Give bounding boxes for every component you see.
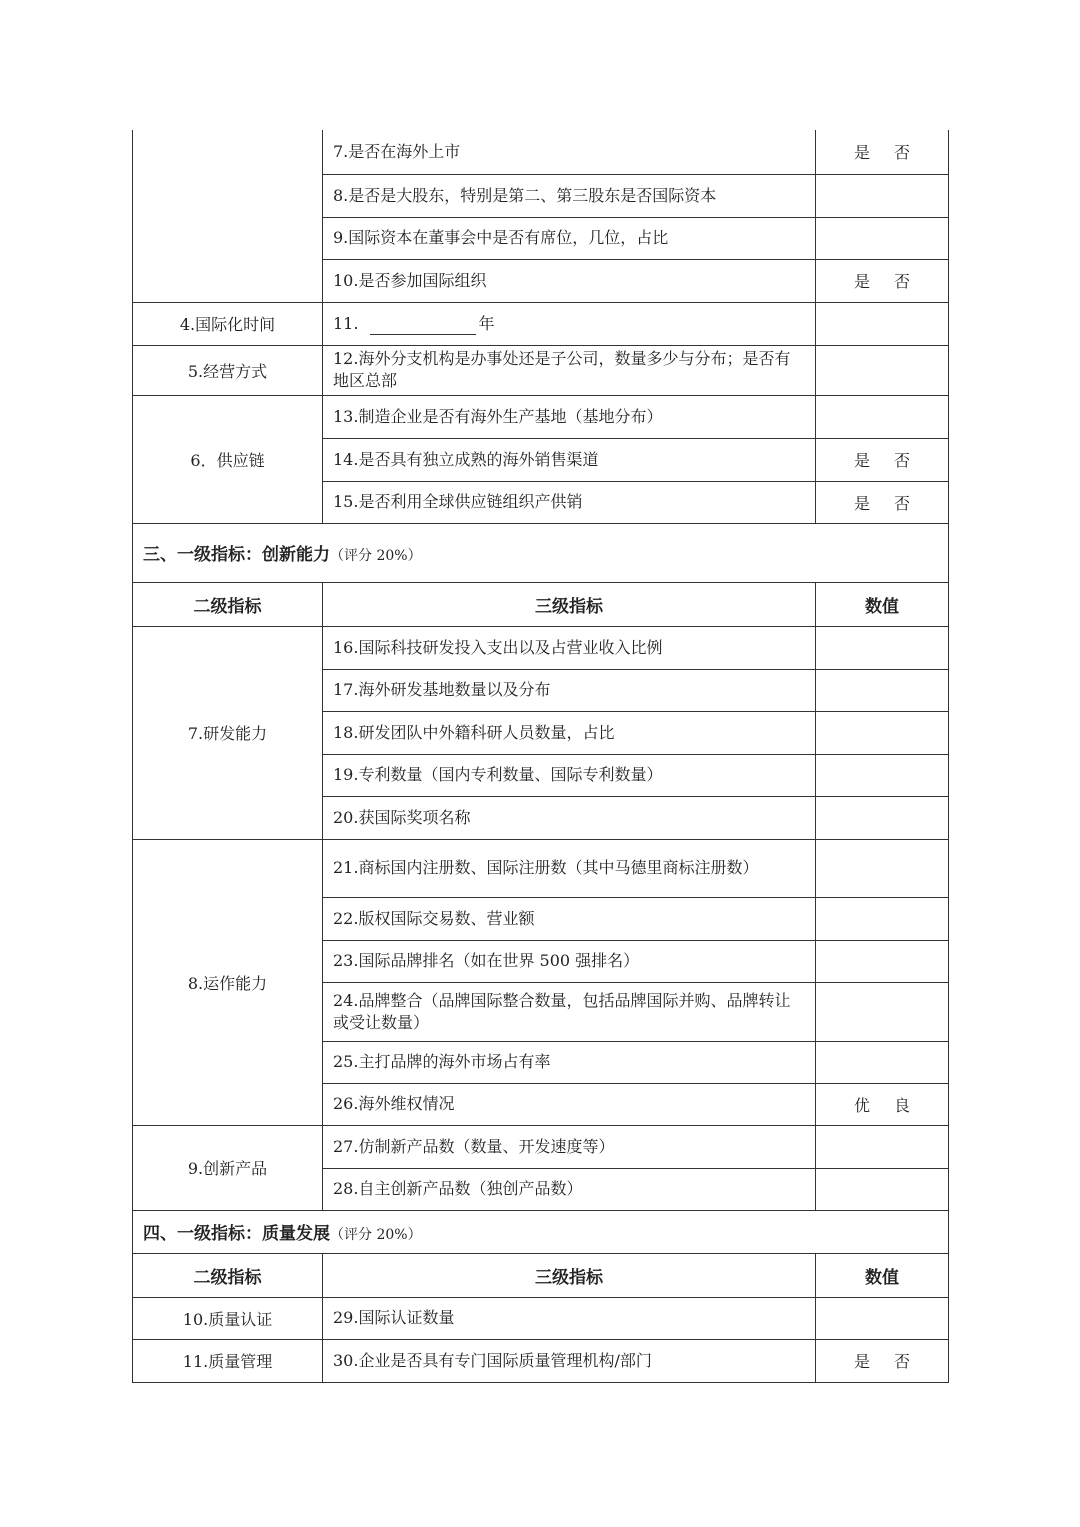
value-cell[interactable] [816, 897, 949, 940]
secondary-indicator: 9.创新产品 [133, 1125, 323, 1210]
value-cell[interactable] [816, 669, 949, 711]
header-tertiary: 三级指标 [323, 1253, 816, 1297]
indicator-item: 7.是否在海外上市 [323, 130, 816, 174]
header-value: 数值 [816, 582, 949, 626]
table-row [133, 626, 949, 669]
value-cell[interactable] [816, 940, 949, 982]
indicator-item: 15.是否利用全球供应链组织产供销 [323, 481, 816, 523]
secondary-indicator: 7.研发能力 [133, 626, 323, 839]
table-row [133, 302, 949, 345]
indicator-item: 28.自主创新产品数（独创产品数） [323, 1168, 816, 1210]
table-row [133, 839, 949, 897]
indicator-item: 11. 年 [323, 302, 816, 345]
value-cell[interactable] [816, 754, 949, 796]
value-cell[interactable] [816, 1125, 949, 1168]
value-cell[interactable] [816, 711, 949, 754]
value-cell[interactable] [816, 217, 949, 259]
table-row [133, 130, 949, 174]
indicator-item: 10.是否参加国际组织 [323, 259, 816, 302]
value-cell[interactable] [816, 1297, 949, 1339]
indicator-item: 26.海外维权情况 [323, 1083, 816, 1125]
table-row [133, 1125, 949, 1168]
secondary-indicator: 4.国际化时间 [133, 302, 323, 345]
yes-no-value[interactable]: 是 否 [816, 438, 949, 481]
good-fair-value[interactable]: 优 良 [816, 1083, 949, 1125]
value-cell[interactable] [816, 982, 949, 1041]
continued-category-cell [133, 130, 323, 302]
section-heading: 四、一级指标：质量发展（评分 20%） [133, 1210, 949, 1253]
value-cell[interactable] [816, 839, 949, 897]
indicator-item: 20.获国际奖项名称 [323, 796, 816, 839]
header-value: 数值 [816, 1253, 949, 1297]
secondary-indicator: 8.运作能力 [133, 839, 323, 1125]
indicator-item: 30.企业是否具有专门国际质量管理机构/部门 [323, 1339, 816, 1382]
indicator-item: 23.国际品牌排名（如在世界 500 强排名） [323, 940, 816, 982]
section-heading-row [133, 1210, 949, 1253]
table-row [133, 395, 949, 438]
header-secondary: 二级指标 [133, 1253, 323, 1297]
indicator-item: 27.仿制新产品数（数量、开发速度等） [323, 1125, 816, 1168]
value-cell[interactable] [816, 1168, 949, 1210]
value-cell[interactable] [816, 395, 949, 438]
value-cell[interactable] [816, 796, 949, 839]
value-cell[interactable] [816, 626, 949, 669]
yes-no-value[interactable]: 是 否 [816, 481, 949, 523]
indicator-item: 24.品牌整合（品牌国际整合数量，包括品牌国际并购、品牌转让或受让数量） [323, 982, 816, 1041]
indicator-item: 18.研发团队中外籍科研人员数量，占比 [323, 711, 816, 754]
table-header-row [133, 582, 949, 626]
indicator-item: 9.国际资本在董事会中是否有席位，几位，占比 [323, 217, 816, 259]
indicator-item: 25.主打品牌的海外市场占有率 [323, 1041, 816, 1083]
value-cell[interactable] [816, 1041, 949, 1083]
yes-no-value[interactable]: 是 否 [816, 259, 949, 302]
yes-no-value[interactable]: 是 否 [816, 130, 949, 174]
indicator-item: 14.是否具有独立成熟的海外销售渠道 [323, 438, 816, 481]
table-row [133, 1339, 949, 1382]
secondary-indicator: 11.质量管理 [133, 1339, 323, 1382]
section-heading-row [133, 523, 949, 582]
indicator-item: 17.海外研发基地数量以及分布 [323, 669, 816, 711]
indicator-item: 29.国际认证数量 [323, 1297, 816, 1339]
value-cell[interactable] [816, 174, 949, 217]
yes-no-value[interactable]: 是 否 [816, 1339, 949, 1382]
year-blank-field[interactable] [370, 318, 476, 335]
indicator-item: 19.专利数量（国内专利数量、国际专利数量） [323, 754, 816, 796]
indicator-item: 16.国际科技研发投入支出以及占营业收入比例 [323, 626, 816, 669]
secondary-indicator: 5.经营方式 [133, 345, 323, 395]
table-row [133, 1297, 949, 1339]
indicator-item: 21.商标国内注册数、国际注册数（其中马德里商标注册数） [323, 839, 816, 897]
section-heading: 三、一级指标：创新能力（评分 20%） [133, 523, 949, 582]
value-cell[interactable] [816, 302, 949, 345]
value-cell[interactable] [816, 345, 949, 395]
table-row [133, 345, 949, 395]
table-header-row [133, 1253, 949, 1297]
secondary-indicator: 10.质量认证 [133, 1297, 323, 1339]
indicator-item: 13.制造企业是否有海外生产基地（基地分布） [323, 395, 816, 438]
header-secondary: 二级指标 [133, 582, 323, 626]
indicator-item: 22.版权国际交易数、营业额 [323, 897, 816, 940]
secondary-indicator: 6．供应链 [133, 395, 323, 523]
evaluation-form-table [132, 130, 949, 1383]
header-tertiary: 三级指标 [323, 582, 816, 626]
indicator-item: 8.是否是大股东，特别是第二、第三股东是否国际资本 [323, 174, 816, 217]
indicator-item: 12.海外分支机构是办事处还是子公司，数量多少与分布；是否有地区总部 [323, 345, 816, 395]
